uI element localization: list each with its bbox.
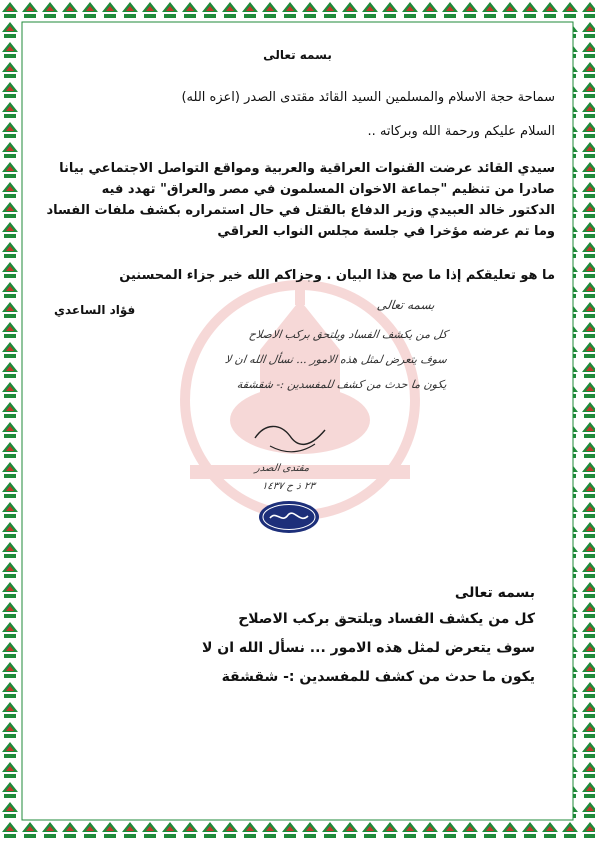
letter-question: ما هو تعليقكم إذا ما صح هذا البيان . وجزاكم الله خير جزاء المحسنين bbox=[119, 268, 555, 283]
handwritten-line: كل من يكشف الفساد ويلتحق بركب الاصلاح bbox=[247, 328, 448, 341]
sender-name: فؤاد الساعدي bbox=[54, 303, 136, 317]
basmala-heading: بسمه تعالى bbox=[263, 48, 332, 62]
handwritten-basmala: بسمه تعالى bbox=[376, 298, 436, 312]
signature-scribble bbox=[250, 418, 330, 458]
body-line: الدكتور خالد العبيدي وزير الدفاع بالقتل في حال استمراره بكشف ملفات الفساد bbox=[46, 203, 555, 218]
transcript-basmala: بسمه تعالى bbox=[454, 585, 535, 601]
transcript-line: يكون ما حدث من كشف للمفسدين :- شقشقة bbox=[221, 669, 535, 685]
handwritten-line: يكون ما حدث من كشف للمفسدين :- شقشقة bbox=[236, 378, 448, 391]
letter-address: سماحة حجة الاسلام والمسلمين السيد القائد مقتدى الصدر (اعزه الله) bbox=[181, 90, 555, 105]
transcript-line: كل من يكشف الفساد ويلتحق بركب الاصلاح bbox=[238, 611, 535, 627]
body-line: سيدي القائد عرضت القنوات العراقية والعربية ومواقع التواصل الاجتماعي بيانا bbox=[59, 161, 555, 176]
signature-date: ٢٣ ذ ح ١٤٣٧ bbox=[261, 481, 316, 492]
handwritten-line: سوف يتعرض لمثل هذه الامور ... نسأل الله ان لا bbox=[224, 353, 448, 366]
transcript-line: سوف يتعرض لمثل هذه الامور ... نسأل الله ان لا bbox=[201, 640, 535, 656]
letter-body bbox=[40, 158, 555, 242]
body-line: صادرا من تنظيم "جماعة الاخوان المسلمون في مصر والعراق" تهدد فيه bbox=[101, 182, 555, 197]
official-seal-stamp bbox=[258, 500, 320, 534]
signature-name: مقتدى الصدر bbox=[254, 463, 311, 474]
letter-greeting: السلام عليكم ورحمة الله وبركاته .. bbox=[367, 124, 555, 139]
body-line: وما تم عرضه مؤخرا في جلسة مجلس النواب العراقي bbox=[217, 224, 555, 239]
